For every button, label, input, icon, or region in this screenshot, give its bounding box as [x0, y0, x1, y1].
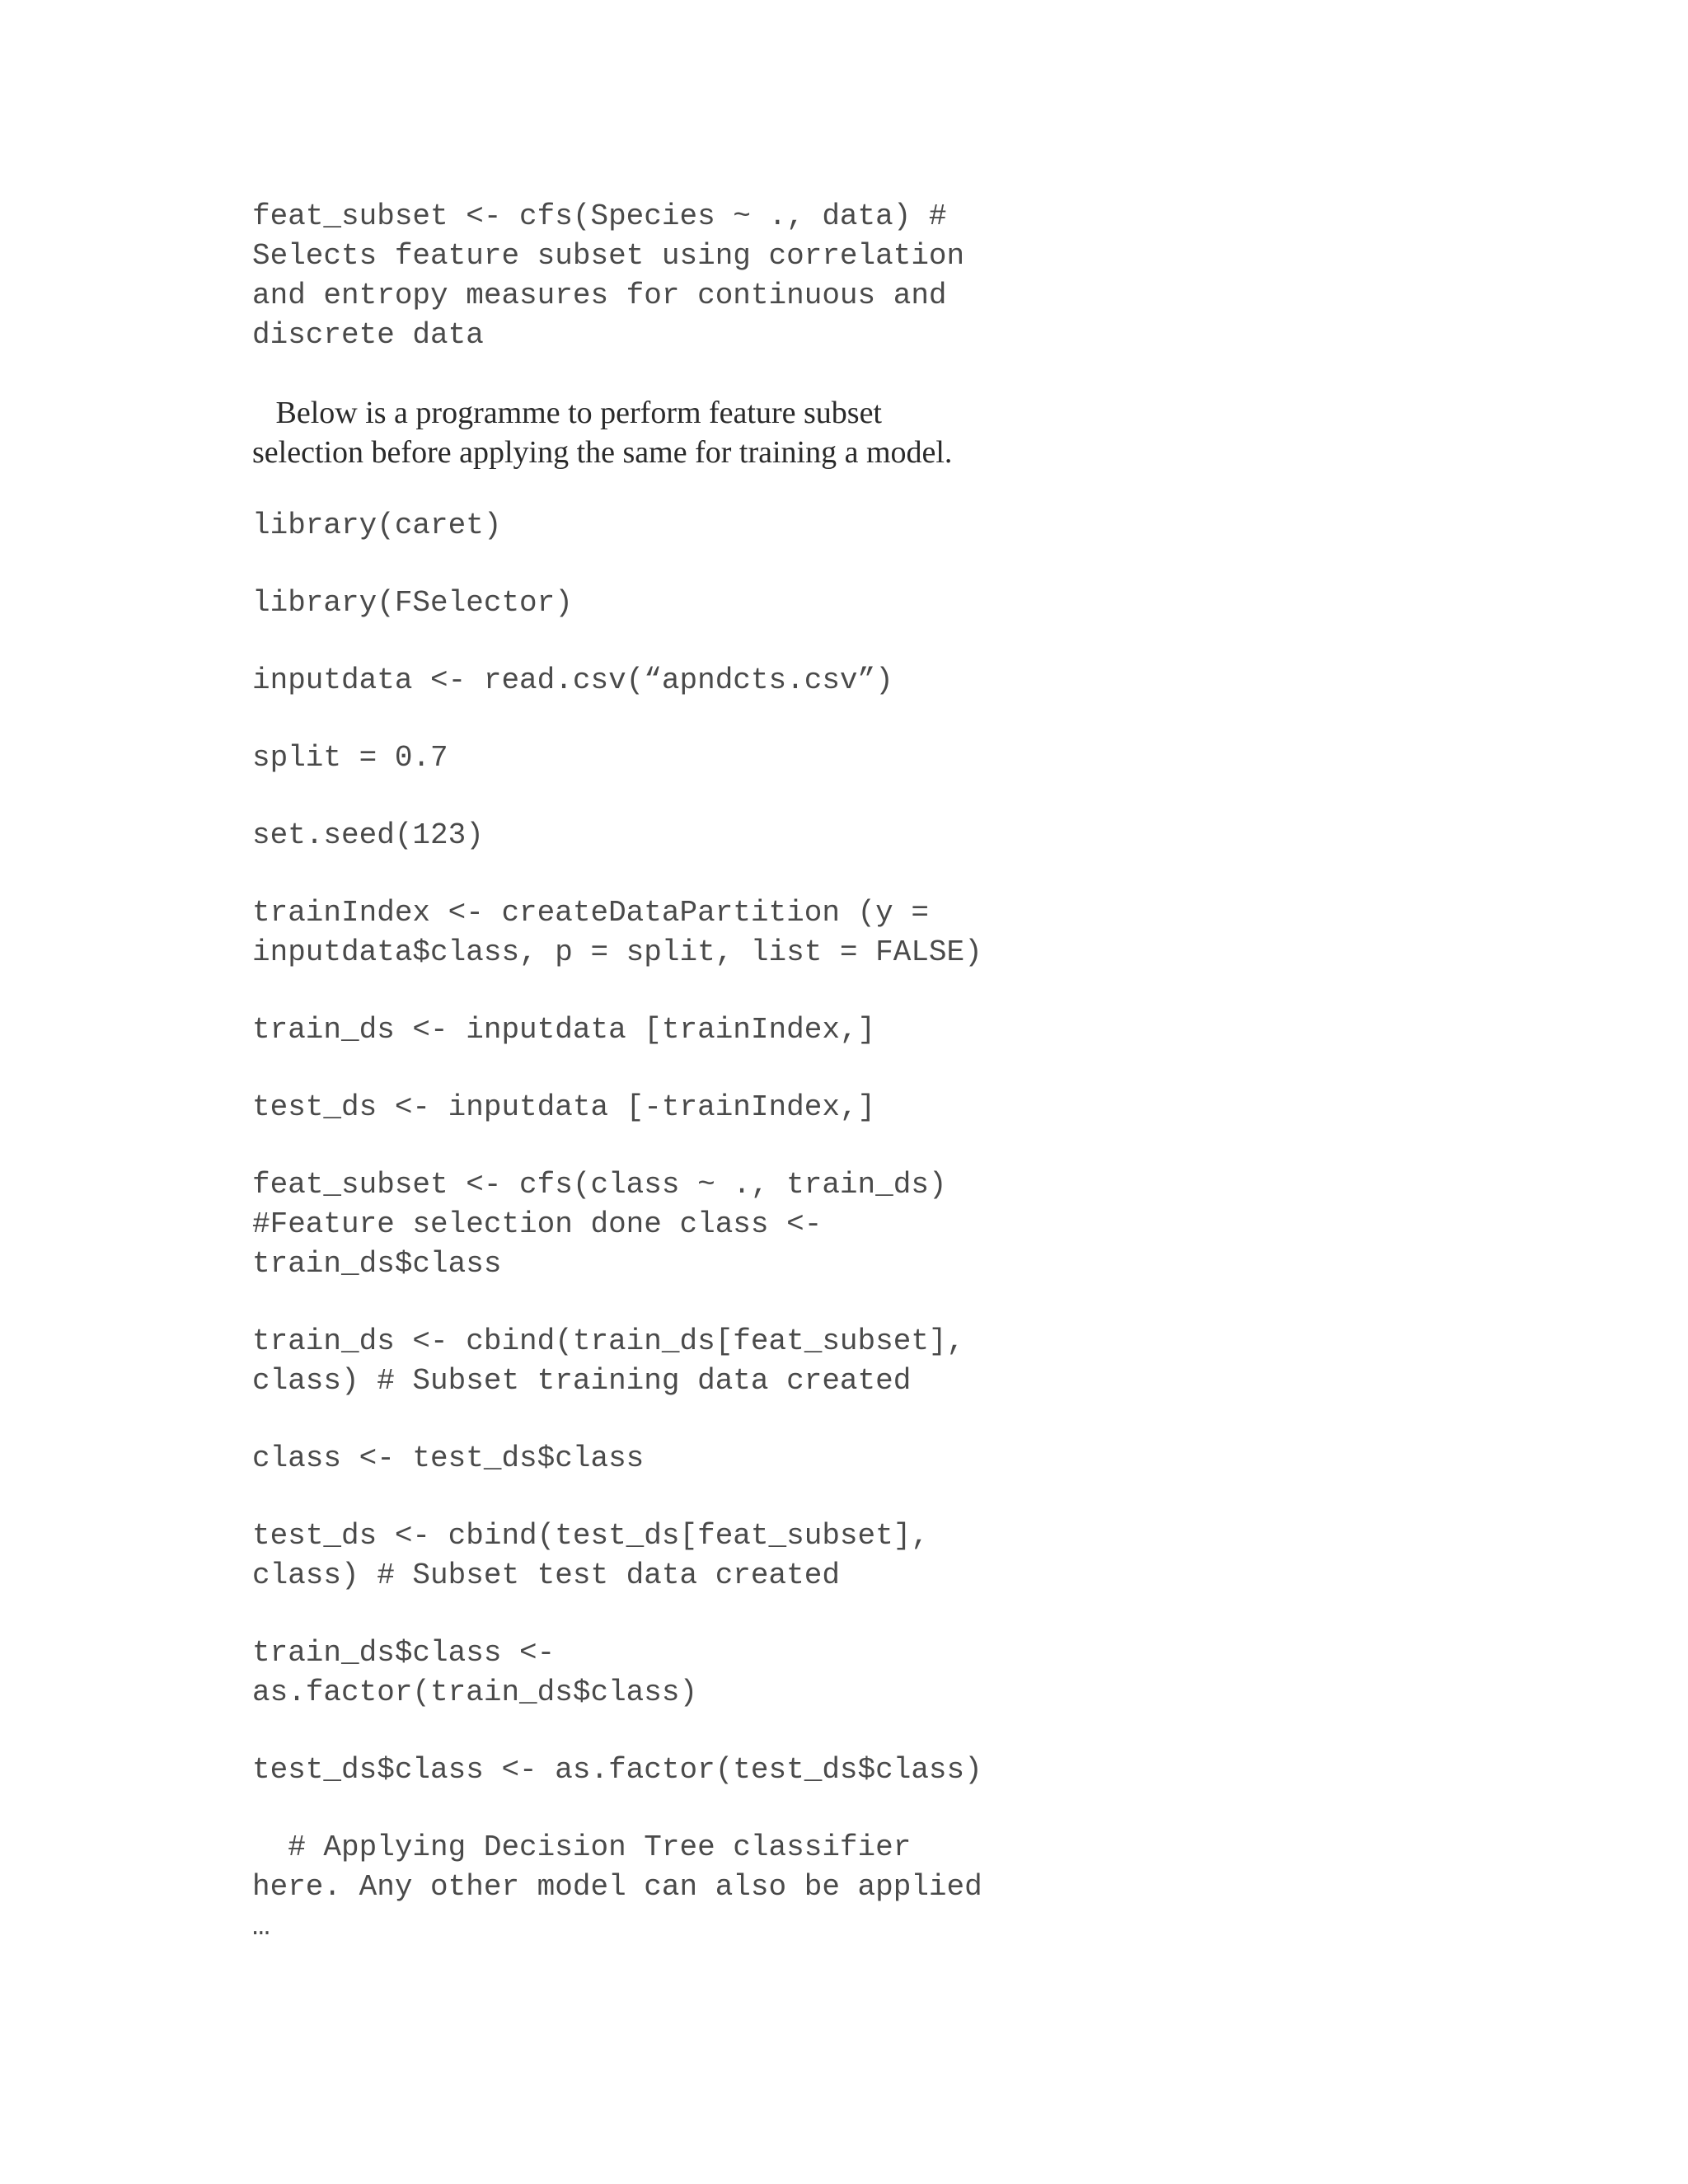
code-set-seed: set.seed(123) — [252, 818, 484, 852]
code-split: split = 0.7 — [252, 741, 448, 775]
code-train-index: trainIndex <- createDataPartition (y = inputdata$class, p = split, list = FALSE) — [252, 896, 982, 969]
code-feature-selection: feat_subset <- cfs(class ~ ., train_ds) #Feature selection done class <- train_ds$class — [252, 1168, 947, 1281]
code-library-fselector: library(FSelector) — [252, 586, 573, 620]
code-library-caret: library(caret) — [252, 509, 502, 542]
code-read-csv: inputdata <- read.csv(“apndcts.csv”) — [252, 663, 893, 697]
code-class-assign: class <- test_ds$class — [252, 1441, 645, 1475]
intro-paragraph: Below is a programme to perform feature subset selection before applying the same for training a model. — [252, 396, 953, 470]
code-classifier-comment: # Applying Decision Tree classifier here. Any other model can also be applied … — [252, 1830, 982, 1943]
code-test-ds: test_ds <- inputdata [-trainIndex,] — [252, 1090, 876, 1124]
code-train-ds: train_ds <- inputdata [trainIndex,] — [252, 1013, 876, 1047]
code-train-factor: train_ds$class <- as.factor(train_ds$class) — [252, 1636, 698, 1709]
code-cfs-comment: feat_subset <- cfs(Species ~ ., data) # Selects feature subset using correlation and entropy measures for continuous and discrete data — [252, 199, 965, 352]
code-test-factor: test_ds$class <- as.factor(test_ds$class) — [252, 1753, 982, 1787]
code-test-cbind: test_ds <- cbind(test_ds[feat_subset], class) # Subset test data created — [252, 1519, 929, 1592]
code-train-cbind: train_ds <- cbind(train_ds[feat_subset], class) # Subset training data created — [252, 1324, 965, 1398]
